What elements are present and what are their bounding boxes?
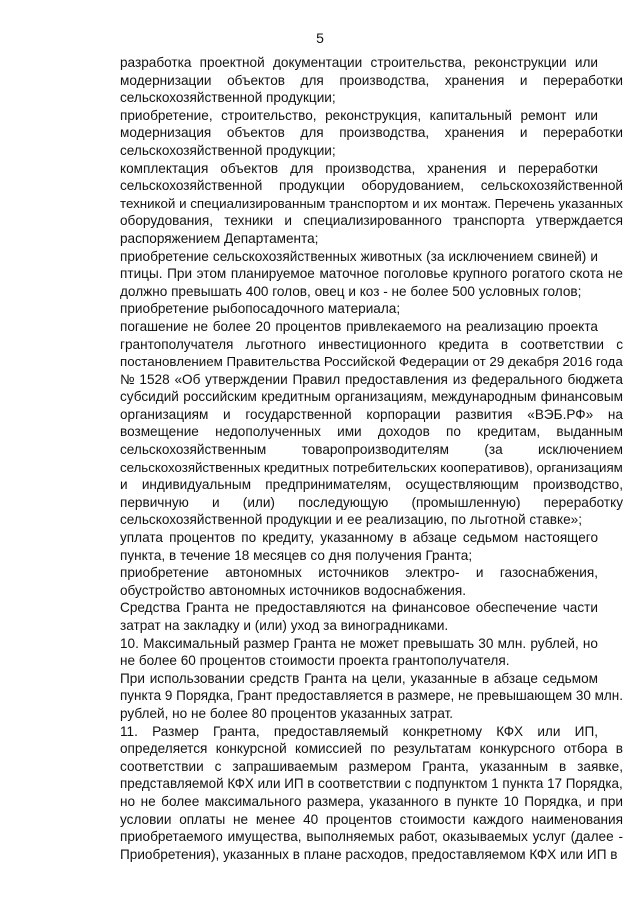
document-paragraph <box>95 300 598 318</box>
text-line: приобретение автономных источников электро- и газоснабжения, <box>120 565 598 581</box>
text-line: птицы. При этом планируемое маточное поголовье крупного рогатого скота не <box>120 266 623 282</box>
text-line: модернизация объектов для производства, хранения и переработки <box>120 125 623 141</box>
document-paragraph <box>95 599 598 634</box>
text-line: грантополучателя льготного инвестиционного кредита в соответствии с <box>120 336 623 352</box>
text-line: обустройство автономных источников водоснабжения. <box>120 582 467 598</box>
document-paragraph <box>95 318 623 529</box>
text-line: погашение не более 20 процентов привлекаемого на реализацию проекта <box>120 318 598 334</box>
text-line: распоряжением Департамента; <box>120 230 319 246</box>
text-line: 10. Максимальный размер Гранта не может превышать 30 млн. рублей, но <box>120 635 598 651</box>
text-line: приобретение сельскохозяйственных животных (за исключением свиней) и <box>120 248 598 264</box>
text-line: возмещение недополученных ими доходов по кредитам, выданным <box>120 424 623 440</box>
text-line: приобретение, строительство, реконструкция, капитальный ремонт или <box>120 107 598 123</box>
text-line: и индивидуальным предпринимателям, осуществляющим производство, <box>120 477 623 493</box>
text-line: сельскохозяйственным товаропроизводителям (за исключением <box>120 442 623 458</box>
text-line: приобретаемого имущества, выполняемых работ, оказываемых услуг (далее - <box>120 829 623 845</box>
text-line: субсидий российским кредитным организациям, международным финансовым <box>120 389 623 405</box>
text-line: условии оплаты не менее 40 процентов стоимости каждого наименования <box>120 811 623 827</box>
text-line: приобретение рыбопосадочного материала; <box>120 301 401 317</box>
text-line: сельскохозяйственной продукции оборудованием, сельскохозяйственной <box>120 178 623 194</box>
text-line: разработка проектной документации строительства, реконструкции или <box>120 55 598 70</box>
text-line: первичную и (или) последующую (промышленную) переработку <box>120 494 623 510</box>
document-paragraph <box>95 160 623 248</box>
document-paragraph <box>95 723 623 864</box>
document-body <box>95 54 623 863</box>
text-line: пункта, в течение 18 месяцев со дня получения Гранта; <box>120 547 473 563</box>
text-line: техникой и специализированным транспортом и их монтаж. Перечень указанных <box>120 195 623 211</box>
text-line: Приобретения), указанных в плане расходов, предоставляемом КФХ или ИП в <box>120 846 618 862</box>
text-line: не более 60 процентов стоимости проекта грантополучателя. <box>120 653 510 669</box>
document-paragraph <box>95 107 623 160</box>
text-line: сельскохозяйственной продукции; <box>120 90 336 106</box>
text-line: При использовании средств Гранта на цели, указанные в абзаце седьмом <box>120 670 598 686</box>
text-line: 11. Размер Гранта, предоставляемый конкретному КФХ или ИП, <box>120 723 598 739</box>
text-line: рублей, но не более 80 процентов указанных затрат. <box>120 705 454 721</box>
text-line: должно превышать 400 голов, овец и коз - не более 500 условных голов; <box>120 283 582 299</box>
text-line: сельскохозяйственной продукции и ее реализацию, по льготной ставке»; <box>120 512 583 528</box>
text-line: сельскохозяйственной продукции; <box>120 142 336 158</box>
text-line: уплата процентов по кредиту, указанному в абзаце седьмом настоящего <box>120 530 598 546</box>
text-line: определяется конкурсной комиссией по результатам конкурсного отбора в <box>120 741 623 757</box>
text-line: соответствии с запрашиваемым размером Гранта, указанным в заявке, <box>120 758 623 774</box>
document-paragraph <box>95 564 598 599</box>
text-line: но не более максимального размера, указанного в пункте 10 Порядка, и при <box>120 793 623 809</box>
text-line: постановлением Правительства Российской Федерации от 29 декабря 2016 года <box>120 354 623 370</box>
text-line: № 1528 «Об утверждении Правил предоставления из федерального бюджета <box>120 371 623 387</box>
text-line: представляемой КФХ или ИП в соответствии с подпунктом 1 пункта 17 Порядка, <box>120 776 623 792</box>
text-line: организациям и государственной корпорации развития «ВЭБ.РФ» на <box>120 406 623 422</box>
document-paragraph <box>95 635 598 670</box>
document-paragraph <box>95 248 623 301</box>
text-line: сельскохозяйственных кредитных потребительских кооперативов), организациям <box>120 459 623 475</box>
text-line: затрат на закладку и (или) уход за виноградниками. <box>120 618 449 633</box>
text-line: оборудования, техники и специализированного транспорта утверждается <box>120 213 623 229</box>
document-paragraph <box>95 670 623 723</box>
document-paragraph <box>95 529 598 564</box>
page-number: 5 <box>316 30 324 46</box>
text-line: Средства Гранта не предоставляются на финансовое обеспечение части <box>120 600 598 616</box>
text-line: модернизации объектов для производства, хранения и переработки <box>120 72 623 88</box>
text-line: комплектация объектов для производства, хранения и переработки <box>120 160 598 176</box>
text-line: пункта 9 Порядка, Грант предоставляется в размере, не превышающем 30 млн. <box>120 688 623 704</box>
document-paragraph <box>95 54 623 107</box>
